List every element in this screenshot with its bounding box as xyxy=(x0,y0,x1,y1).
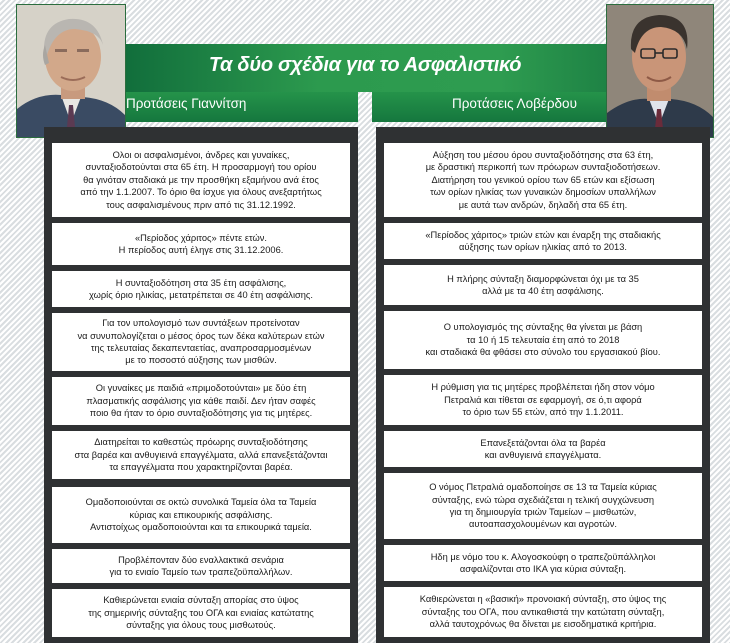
right-item-line: για τη δημιουργία τριών Ταμείων – μισθωτών, xyxy=(449,507,637,517)
left-item-text xyxy=(110,554,293,579)
left-item-text xyxy=(86,496,317,533)
left-item-text xyxy=(88,594,314,631)
left-item-text xyxy=(80,149,321,211)
right-item-text xyxy=(480,437,605,462)
left-item-line: Ολοι οι ασφαλισμένοι, άνδρες και γυναίκες, xyxy=(112,149,290,160)
left-item-line: συνταξιοδοτούνται στα 65 έτη. Η προσαρμογή του ορίου xyxy=(85,162,317,173)
left-item-line: θα γινόταν σταδιακά με την προσθήκη εξαμήνου ανά έτος xyxy=(83,174,319,185)
left-item-line: Ομαδοποιούνται σε οκτώ συνολικά Ταμεία όλα τα Ταμεία xyxy=(85,497,317,508)
right-item-text xyxy=(429,481,657,531)
right-item-9 xyxy=(384,587,702,637)
left-item-text xyxy=(74,436,327,473)
left-item-line: τους ασφαλισμένους πριν από τις 31.12.1992. xyxy=(106,199,296,210)
right-column xyxy=(376,127,710,643)
right-item-2 xyxy=(384,223,702,259)
right-item-line: Η ρύθμιση για τις μητέρες προβλέπεται ήδη στον νόμο xyxy=(431,382,655,393)
right-item-line: των ορίων ηλικίας των γυναικών δημοσίων υπαλλήλων xyxy=(430,187,656,198)
left-item-line: για το ενιαίο Ταμείο των τραπεζοϋπαλλήλων. xyxy=(109,567,293,577)
left-item-line: της τελευταίας δεκαπενταετίας, αναπροσαρμοσμένων xyxy=(90,343,312,353)
right-item-text xyxy=(426,321,661,358)
right-item-3 xyxy=(384,265,702,305)
right-item-text xyxy=(431,381,654,418)
left-item-4 xyxy=(52,313,350,371)
right-item-line: τα 10 ή 15 τελευταία έτη από το 2018 xyxy=(466,334,620,345)
right-item-line: Αύξηση του μέσου όρου συνταξιοδότησης στα 63 έτη, xyxy=(432,149,654,160)
left-item-line: κύριας και επικουρικής ασφάλισης. xyxy=(129,509,273,520)
left-item-8 xyxy=(52,549,350,583)
left-item-text xyxy=(86,382,315,419)
left-item-line: Οι γυναίκες με παιδιά «πριμοδοτούνται» με δύο έτη xyxy=(95,383,307,394)
right-item-text xyxy=(425,229,660,254)
left-item-line: με το ποσοστό αύξησης των μισθών. xyxy=(125,355,277,366)
left-item-line: στα βαρέα και ανθυγιεινά επαγγέλματα, αλλά επανεξετάζονται xyxy=(74,449,328,460)
left-item-line: από την 1.1.2007. Το όριο θα ίσχυε για όλους ανεξαρτήτως xyxy=(80,187,322,198)
left-item-2 xyxy=(52,223,350,265)
right-item-1 xyxy=(384,143,702,217)
right-item-line: το όριο των 55 ετών, από την 1.1.2011. xyxy=(462,407,624,418)
right-item-line: αλλά με τα 40 έτη ασφάλισης. xyxy=(482,286,604,296)
left-item-line: Προβλέπονταν δύο εναλλακτικά σενάρια xyxy=(118,554,284,565)
left-item-line: ποιο θα ήταν το όριο συνταξιοδότησης για τις μητέρες. xyxy=(89,408,313,419)
left-item-line: Για τον υπολογισμό των συντάξεων προτείνοταν xyxy=(102,318,300,329)
left-item-text xyxy=(89,277,313,302)
right-item-text xyxy=(447,273,639,298)
right-item-text xyxy=(420,593,667,630)
left-item-line: «Περίοδος χάριτος» πέντε ετών. xyxy=(134,232,268,243)
right-item-line: Ηδη με νόμο του κ. Αλογοσκούφη ο τραπεζοϋπάλληλοι xyxy=(430,551,656,562)
left-item-line: Η συνταξιοδότηση στα 35 έτη ασφάλισης, xyxy=(115,277,287,288)
right-item-8 xyxy=(384,545,702,581)
right-item-7 xyxy=(384,473,702,539)
right-item-line: Καθιερώνεται η «βασική» προνοιακή σύνταξη, στο ύψος της xyxy=(419,594,667,605)
right-item-line: Διατήρηση του γενικού ορίου των 65 ετών και εξίσωση xyxy=(431,174,655,185)
right-item-line: Ο νόμος Πετραλιά ομαδοποίησε σε 13 τα Ταμεία κύριας xyxy=(429,482,657,493)
left-item-1 xyxy=(52,143,350,217)
left-item-line: Καθιερώνεται ενιαία σύνταξη απορίας στο ύψος xyxy=(103,595,299,606)
right-item-line: «Περίοδος χάριτος» τριών ετών και έναρξη της σταδιακής xyxy=(425,229,661,240)
right-item-line: σύνταξης, ενώ τώρα σχεδιάζεται η τελική συγχώνευση xyxy=(431,494,655,505)
left-item-3 xyxy=(52,271,350,307)
right-item-line: με δραστική περικοπή των πρόωρων συνταξιοδοτήσεων. xyxy=(425,162,661,173)
left-item-5 xyxy=(52,377,350,425)
right-item-line: με αυτά των ανδρών, δηλαδή στα 65 έτη. xyxy=(458,199,628,210)
right-item-line: Επανεξετάζονται όλα τα βαρέα xyxy=(480,437,606,448)
left-item-6 xyxy=(52,431,350,479)
left-item-line: Η περίοδος αυτή έληγε στις 31.12.2006. xyxy=(118,245,284,255)
left-column xyxy=(44,127,358,643)
left-item-9 xyxy=(52,589,350,637)
right-item-line: σύνταξης του ΟΓΑ, που αντικαθιστά την κατώτατη σύνταξη, xyxy=(421,606,665,617)
portrait-loverdos xyxy=(606,4,714,138)
right-item-4 xyxy=(384,311,702,369)
left-item-line: τα επαγγέλματα που χαρακτηρίζονται βαρέα. xyxy=(109,462,293,473)
left-item-line: χωρίς όριο ηλικίας, μετατρέπεται σε 40 έτη ασφάλισης. xyxy=(88,290,313,300)
right-item-line: αύξησης των ορίων ηλικίας από το 2013. xyxy=(459,242,627,252)
right-item-line: αλλά ταυτοχρόνως θα δίνεται με εισοδηματικά κριτήρια. xyxy=(429,619,657,630)
left-heading: Προτάσεις Γιαννίτση xyxy=(126,96,247,111)
left-item-line: σύνταξης για όλους τους μισθωτούς. xyxy=(126,620,276,631)
page-title: Τα δύο σχέδια για το Ασφαλιστικό xyxy=(208,54,522,76)
right-item-text xyxy=(431,551,656,576)
right-item-line: Η πλήρης σύνταξη διαμορφώνεται όχι με τα 35 xyxy=(447,273,639,284)
right-item-6 xyxy=(384,431,702,467)
left-item-line: να συνυπολογίζεται ο μέσος όρος των δέκα καλύτερων ετών xyxy=(77,330,325,341)
left-item-line: πλασματικής ασφάλισης για κάθε παιδί. Δεν ήταν σαφές xyxy=(86,395,316,406)
left-item-line: Αντιστοίχως ομαδοποιούνται και τα επικουρικά ταμεία. xyxy=(90,522,312,533)
portrait-giannitsis xyxy=(16,4,126,138)
left-item-text xyxy=(119,232,284,257)
right-item-line: ασφαλίζονται στο ΙΚΑ για κύρια σύνταξη. xyxy=(459,564,627,574)
left-item-line: Διατηρείται το καθεστώς πρόωρης συνταξιοδότησης xyxy=(94,437,308,448)
left-item-7 xyxy=(52,487,350,543)
left-item-line: της σημερινής σύνταξης του ΟΓΑ και ενιαίας κατώτατης xyxy=(88,607,314,618)
right-item-line: Ο υπολογισμός της σύνταξης θα γίνεται με βάση xyxy=(443,322,643,333)
right-item-text xyxy=(426,149,661,211)
right-heading: Προτάσεις Λοβέρδου xyxy=(452,96,577,111)
right-item-line: και σταδιακά θα φθάσει στο σύνολο του εργασιακού βίου. xyxy=(425,347,661,358)
right-item-5 xyxy=(384,375,702,425)
right-item-line: αυτοαπασχολουμένων και αγροτών. xyxy=(469,519,617,530)
right-item-line: Πετραλιά και τίθεται σε εφαρμογή, σε ό,τι αφορά xyxy=(444,394,642,405)
left-item-text xyxy=(77,317,324,367)
right-item-line: και ανθυγιεινά επαγγέλματα. xyxy=(484,450,602,460)
